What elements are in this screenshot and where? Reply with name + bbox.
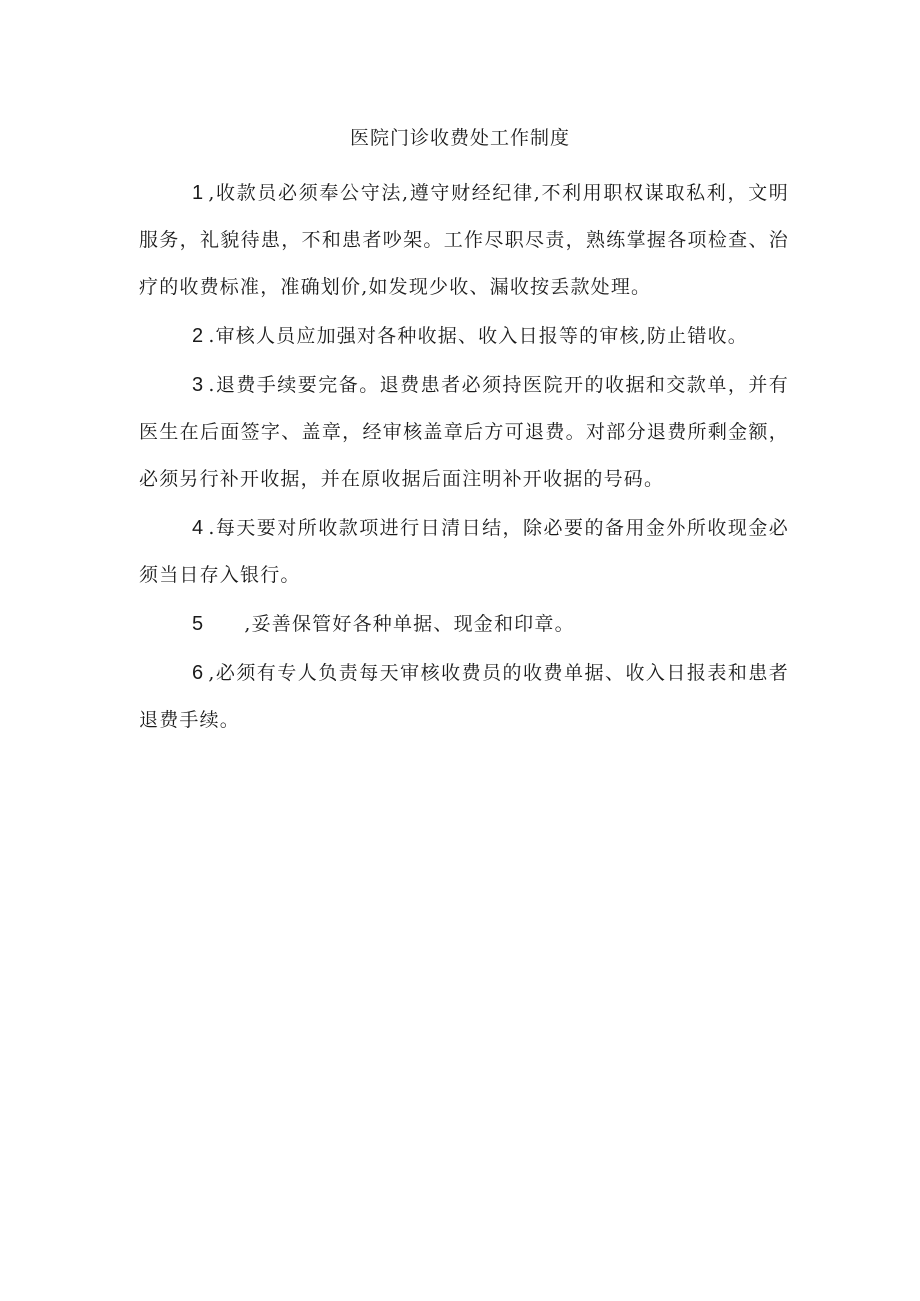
rule-text: ,妥善保管好各种单据、现金和印章。	[244, 613, 575, 635]
rule-text: .退费手续要完备。退费患者必须持医院开的收据和交款单，并有医生在后面签字、盖章，经审核盖章后方可退费。对部分退费所剩金额，必须另行补开收据，并在原收据后面注明补开收据的号码。	[139, 374, 789, 490]
document-title: 医院门诊收费处工作制度	[349, 127, 570, 149]
rule-item-1	[139, 170, 789, 311]
rule-text: ,收款员必须奉公守法,遵守财经纪律,不利用职权谋取私利，文明服务，礼貌待患，不和患者吵架。工作尽职尽责，熟练掌握各项检查、治疗的收费标准，准确划价,如发现少收、漏收按丢款处理。	[139, 182, 789, 298]
rule-text: .审核人员应加强对各种收据、收入日报等的审核,防止错收。	[208, 325, 749, 347]
rule-text: ,必须有专人负责每天审核收费员的收费单据、收入日报表和患者退费手续。	[139, 662, 789, 731]
rule-text: .每天要对所收款项进行日清日结，除必要的备用金外所收现金必须当日存入银行。	[139, 517, 789, 586]
rule-number: 2	[192, 325, 205, 347]
rule-number: 5	[192, 613, 205, 635]
rule-number: 6	[192, 662, 205, 684]
rule-number: 3	[192, 374, 205, 396]
rule-item-2	[139, 313, 789, 360]
rule-number: 4	[192, 517, 205, 539]
rule-item-4	[139, 505, 789, 599]
rule-item-3	[139, 362, 789, 503]
rule-number: 1	[192, 182, 205, 204]
rule-item-6	[139, 650, 789, 744]
rule-item-5	[139, 601, 789, 648]
document-body	[139, 170, 789, 746]
